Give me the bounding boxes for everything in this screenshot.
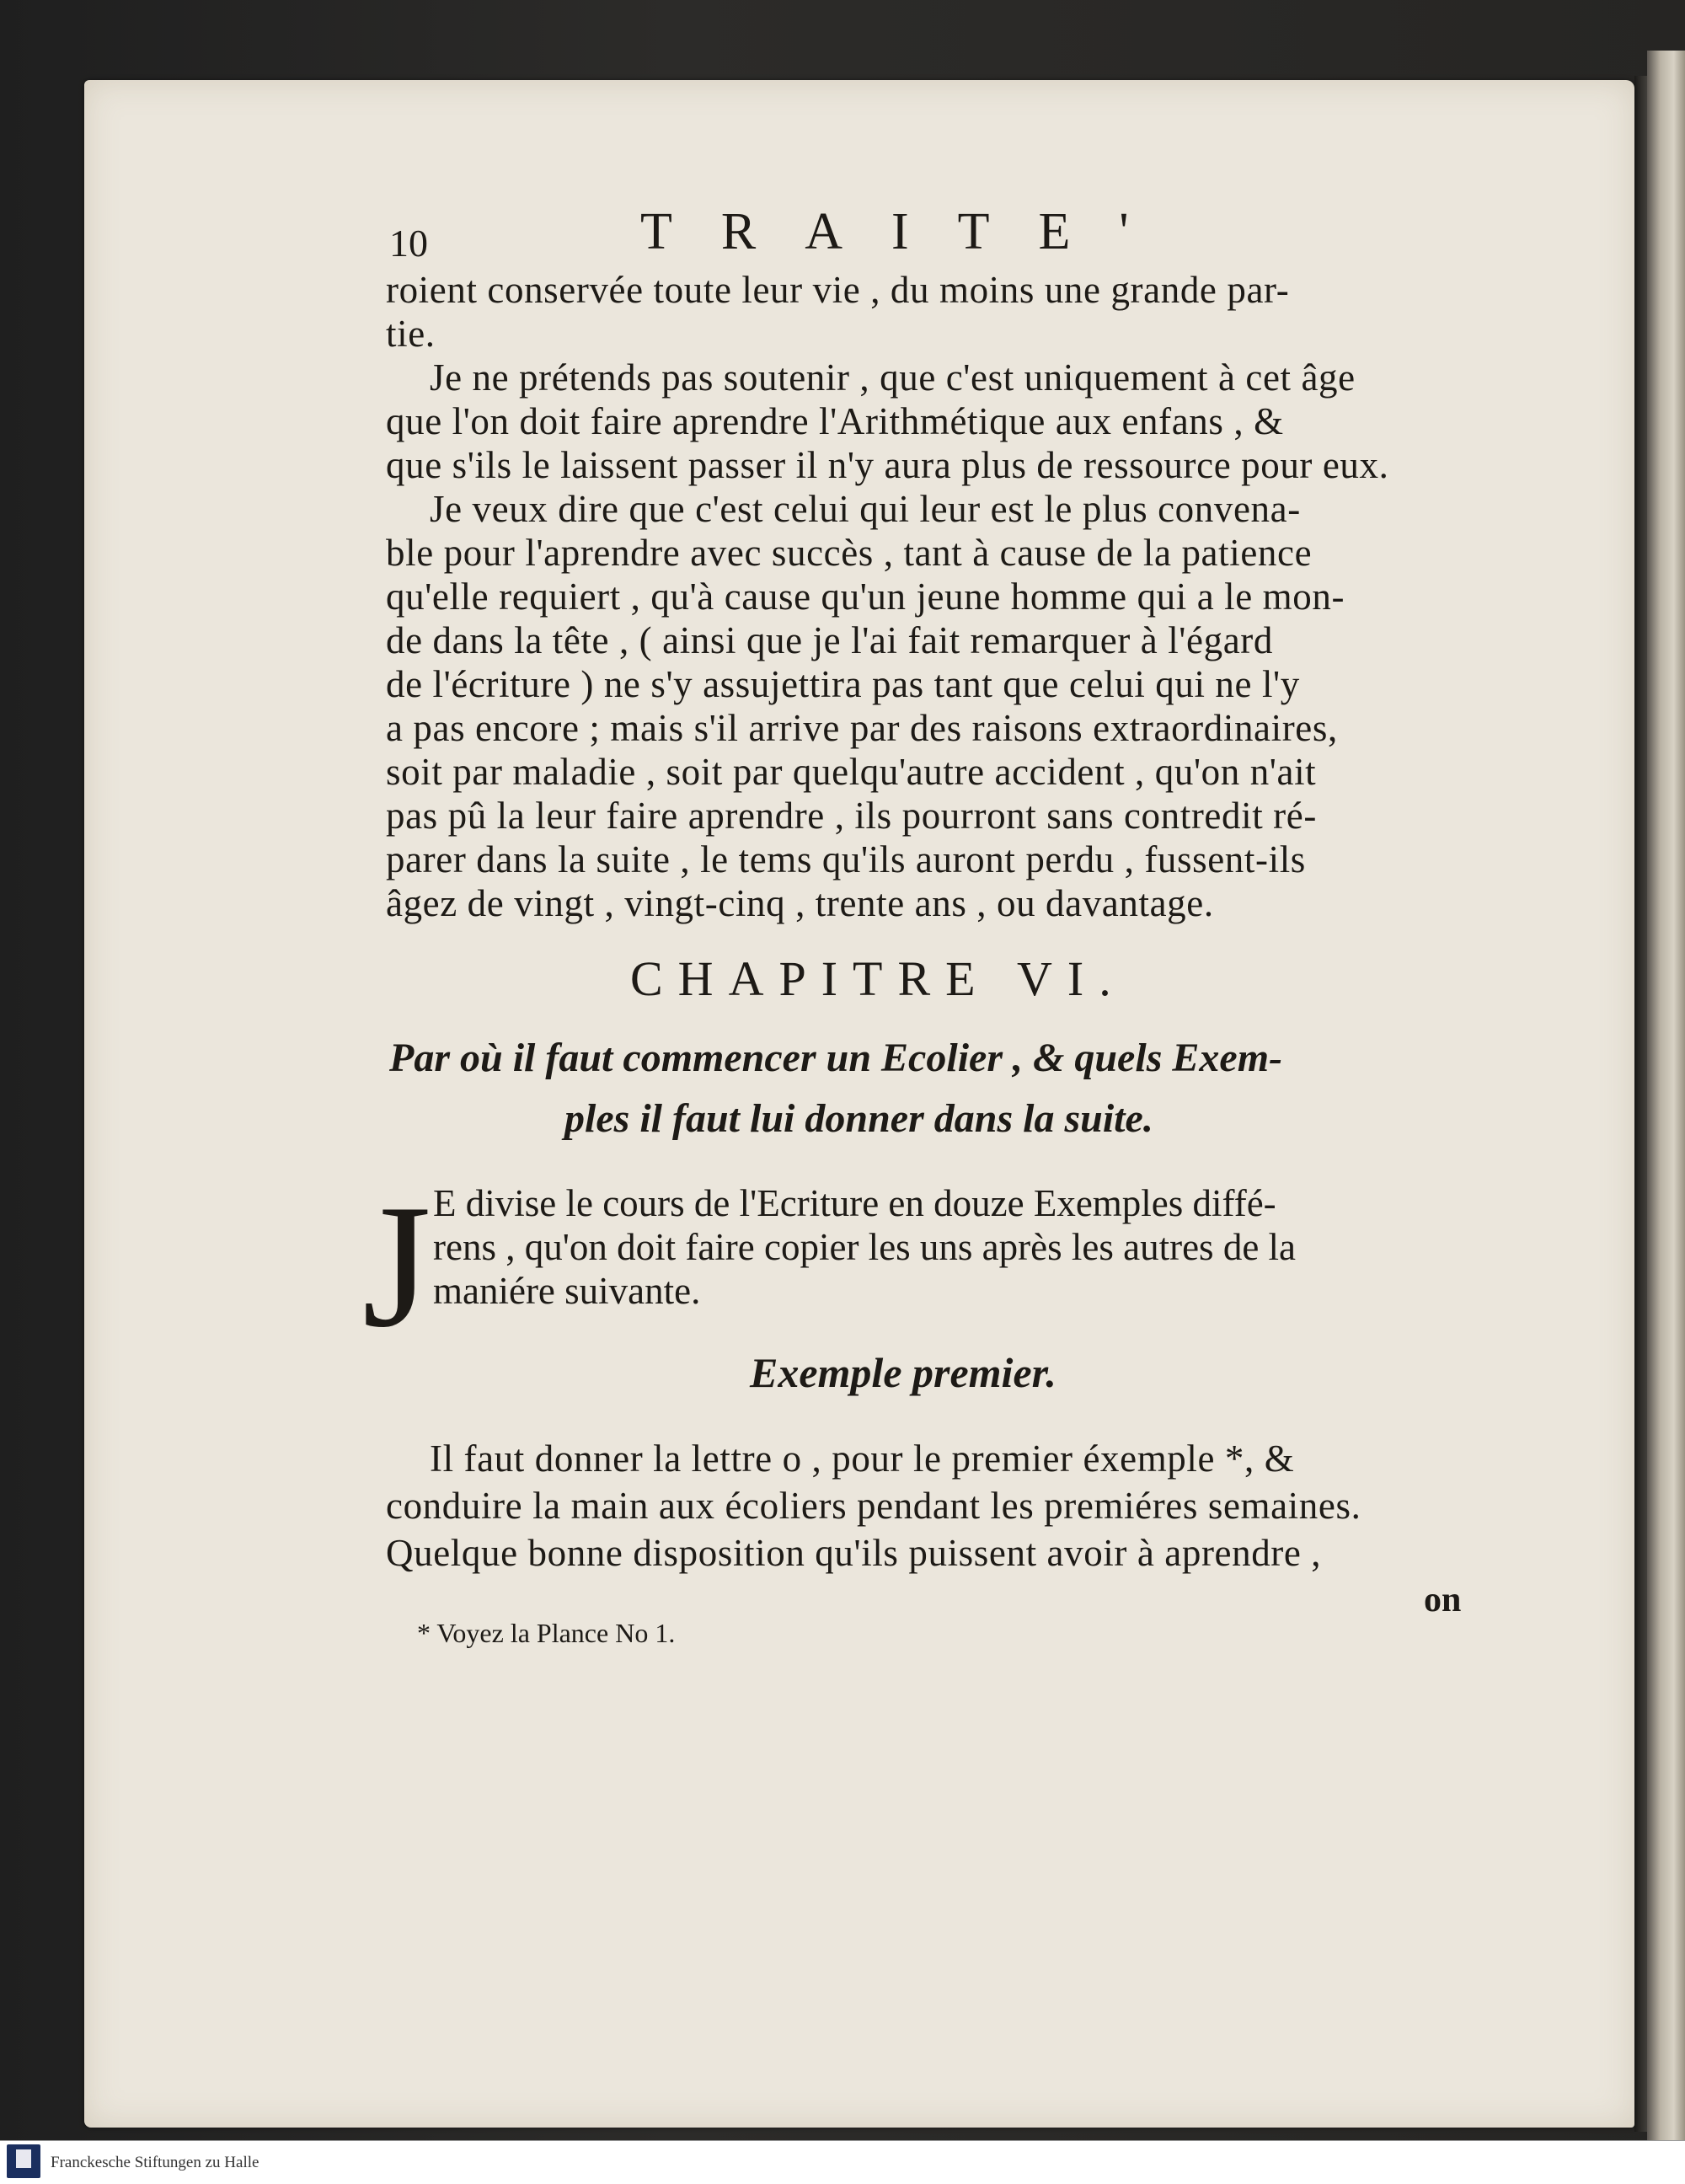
running-head: TRAITE' — [640, 203, 1178, 260]
text-line: Je ne prétends pas soutenir , que c'est uniquement à cet âge — [430, 356, 1356, 399]
footnote: * Voyez la Plance No 1. — [417, 1618, 676, 1648]
text-line: rens , qu'on doit faire copier les uns après les autres de la — [433, 1226, 1297, 1268]
text-line: ble pour l'aprendre avec succès , tant à cause de la patience — [386, 532, 1313, 574]
text-line: pas pû la leur faire aprendre , ils pourront sans contredit ré- — [386, 795, 1317, 837]
text-line: âgez de vingt , vingt-cinq , trente ans , ou davantage. — [386, 882, 1214, 924]
text-line: parer dans la suite , le tems qu'ils auront perdu , fussent-ils — [386, 838, 1306, 881]
text-line: Il faut donner la lettre o , pour le premier éxemple *, & — [430, 1437, 1295, 1480]
text-line: que l'on doit faire aprendre l'Arithmétique aux enfans , & — [386, 400, 1284, 442]
text-line: E divise le cours de l'Ecriture en douze Exemples diffé- — [433, 1182, 1276, 1224]
chapter-heading: CHAPITRE VI. — [630, 951, 1126, 1006]
facing-page-edge — [1647, 51, 1685, 2140]
text-line: Je veux dire que c'est celui qui leur est le plus convena- — [430, 488, 1301, 530]
text-line: de dans la tête , ( ainsi que je l'ai fait remarquer à l'égard — [386, 619, 1273, 661]
text-line: que s'ils le laissent passer il n'y aura plus de ressource pour eux. — [386, 444, 1389, 486]
text-line: de l'écriture ) ne s'y assujettira pas tant que celui qui ne l'y — [386, 663, 1300, 705]
page-number: 10 — [389, 222, 428, 265]
text-line: tie. — [386, 313, 436, 355]
example-heading: Exemple premier. — [750, 1349, 1056, 1396]
text-line: a pas encore ; mais s'il arrive par des raisons extraordinaires, — [386, 707, 1338, 749]
text-line: maniére suivante. — [433, 1270, 701, 1312]
institution-label: Franckesche Stiftungen zu Halle — [51, 2154, 259, 2171]
chapter-subtitle: ples il faut lui donner dans la suite. — [564, 1096, 1153, 1141]
text-line: conduire la main aux écoliers pendant les premiéres semaines. — [386, 1485, 1361, 1527]
text-line: roient conservée toute leur vie , du moins une grande par- — [386, 269, 1290, 311]
drop-cap: J — [362, 1169, 431, 1364]
text-line: Quelque bonne disposition qu'ils puissent avoir à aprendre , — [386, 1532, 1322, 1574]
chapter-subtitle: Par où il faut commencer un Ecolier , & quels Exem- — [389, 1036, 1283, 1080]
catchword: on — [1424, 1581, 1462, 1619]
institution-logo-icon — [7, 2144, 40, 2178]
text-line: soit par maladie , soit par quelqu'autre accident , qu'on n'ait — [386, 751, 1317, 793]
text-line: qu'elle requiert , qu'à cause qu'un jeune homme qui a le mon- — [386, 575, 1345, 618]
